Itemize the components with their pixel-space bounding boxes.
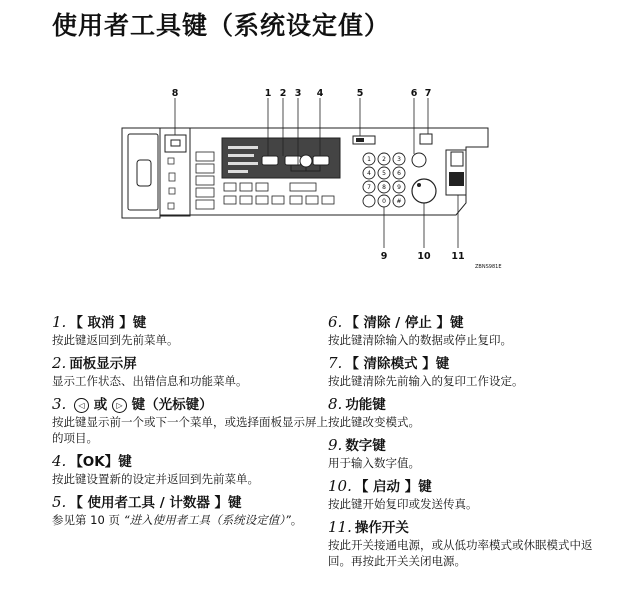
panel-left-bay xyxy=(128,134,158,210)
item-11 xyxy=(328,518,613,569)
item-number: 8. xyxy=(328,395,343,413)
key-8: 8 xyxy=(382,184,386,191)
item-number: 11. xyxy=(328,518,352,536)
item-description: 用于输入数字值。 xyxy=(328,456,420,470)
callout-3: 3 xyxy=(294,88,302,99)
item-heading: 数字键 xyxy=(345,438,386,454)
clear-stop-key xyxy=(412,153,426,167)
item-description: 按此键改变模式。 xyxy=(328,415,420,429)
item-heading: 【 清除模式 】键 xyxy=(345,356,450,372)
item-number: 10. xyxy=(328,477,352,495)
item-9 xyxy=(328,436,613,471)
item-4 xyxy=(52,452,337,487)
clear-modes-key xyxy=(420,134,432,144)
user-tools-glyph xyxy=(356,138,364,142)
key-4: 4 xyxy=(367,170,371,177)
desc-prefix: 参见第 10 页 xyxy=(52,513,124,527)
item-description: 按此键开始复印或发送传真。 xyxy=(328,497,478,511)
control-panel-diagram xyxy=(0,0,628,300)
item-heading: 键（光标键） xyxy=(131,397,213,413)
key-7: 7 xyxy=(367,184,371,191)
callout-8: 8 xyxy=(171,88,179,99)
function-icons xyxy=(168,158,175,209)
key-hash: # xyxy=(396,198,402,205)
item-3 xyxy=(52,395,337,446)
callout-5: 5 xyxy=(356,88,364,99)
item-number: 1. xyxy=(52,313,67,331)
item-heading: 【 清除 / 停止 】键 xyxy=(345,315,464,331)
item-10 xyxy=(328,477,613,512)
key-0: 0 xyxy=(382,198,386,205)
key-6: 6 xyxy=(397,170,401,177)
item-heading: 功能键 xyxy=(345,397,386,413)
key-1: 1 xyxy=(367,156,371,163)
item-1 xyxy=(52,313,337,348)
item-6 xyxy=(328,313,613,348)
item-number: 9. xyxy=(328,436,343,454)
item-heading: 【 启动 】键 xyxy=(354,479,432,495)
lower-buttons xyxy=(224,183,334,204)
item-description xyxy=(52,512,337,528)
start-key xyxy=(412,179,436,203)
key-3: 3 xyxy=(397,156,401,163)
item-5 xyxy=(52,493,337,528)
item-description: 按此键显示前一个或下一个菜单，或选择面板显示屏上的项目。 xyxy=(52,415,328,445)
switch-indicators xyxy=(451,152,463,166)
item-2 xyxy=(52,354,337,389)
cursor-right-icon: ▷ xyxy=(112,398,127,413)
page-title: 使用者工具键（系统设定值） xyxy=(52,11,391,40)
function-key xyxy=(165,135,186,152)
callout-7: 7 xyxy=(424,88,432,99)
callout-2: 2 xyxy=(279,88,287,99)
operation-switch xyxy=(449,172,464,186)
item-number: 3. xyxy=(52,395,67,413)
item-heading-or: 或 xyxy=(93,397,108,413)
item-number: 2. xyxy=(52,354,67,372)
item-description: 按此键清除输入的数据或停止复印。 xyxy=(328,333,512,347)
cross-reference-link[interactable]: “进入使用者工具（系统设定值）” xyxy=(123,513,291,527)
item-description: 按此开关接通电源，或从低功率模式或休眠模式中返回。再按此开关关闭电源。 xyxy=(328,538,593,568)
item-heading: 面板显示屏 xyxy=(69,356,137,372)
item-number: 4. xyxy=(52,452,67,470)
item-8 xyxy=(328,395,613,430)
key-9: 9 xyxy=(397,184,401,191)
item-description: 按此键设置新的设定并返回到先前菜单。 xyxy=(52,472,259,486)
item-heading: 【 取消 】键 xyxy=(69,315,147,331)
diagram-code: ZBNS981E xyxy=(475,264,502,270)
panel-slot xyxy=(137,160,151,186)
mode-buttons xyxy=(196,152,214,209)
items-right-column xyxy=(328,313,613,575)
desc-suffix: 。 xyxy=(290,513,303,527)
item-heading: 操作开关 xyxy=(354,520,409,536)
item-heading: 【OK】键 xyxy=(69,454,132,470)
callout-11: 11 xyxy=(451,251,465,262)
item-heading: 【 使用者工具 / 计数器 】键 xyxy=(69,495,242,511)
key-5: 5 xyxy=(382,170,386,177)
item-number: 7. xyxy=(328,354,343,372)
item-7 xyxy=(328,354,613,389)
callout-9: 9 xyxy=(380,251,388,262)
callout-1: 1 xyxy=(264,88,272,99)
start-key-indicator xyxy=(417,183,421,187)
item-number: 6. xyxy=(328,313,343,331)
key-2: 2 xyxy=(382,156,386,163)
display-keys xyxy=(262,155,329,167)
items-left-column xyxy=(52,313,337,534)
item-description: 按此键清除先前输入的复印工作设定。 xyxy=(328,374,524,388)
item-description: 显示工作状态、出错信息和功能菜单。 xyxy=(52,374,248,388)
cursor-left-icon: ◁ xyxy=(74,398,89,413)
item-description: 按此键返回到先前菜单。 xyxy=(52,333,179,347)
callout-10: 10 xyxy=(417,251,431,262)
callout-6: 6 xyxy=(410,88,418,99)
item-number: 5. xyxy=(52,493,67,511)
callout-4: 4 xyxy=(316,88,324,99)
